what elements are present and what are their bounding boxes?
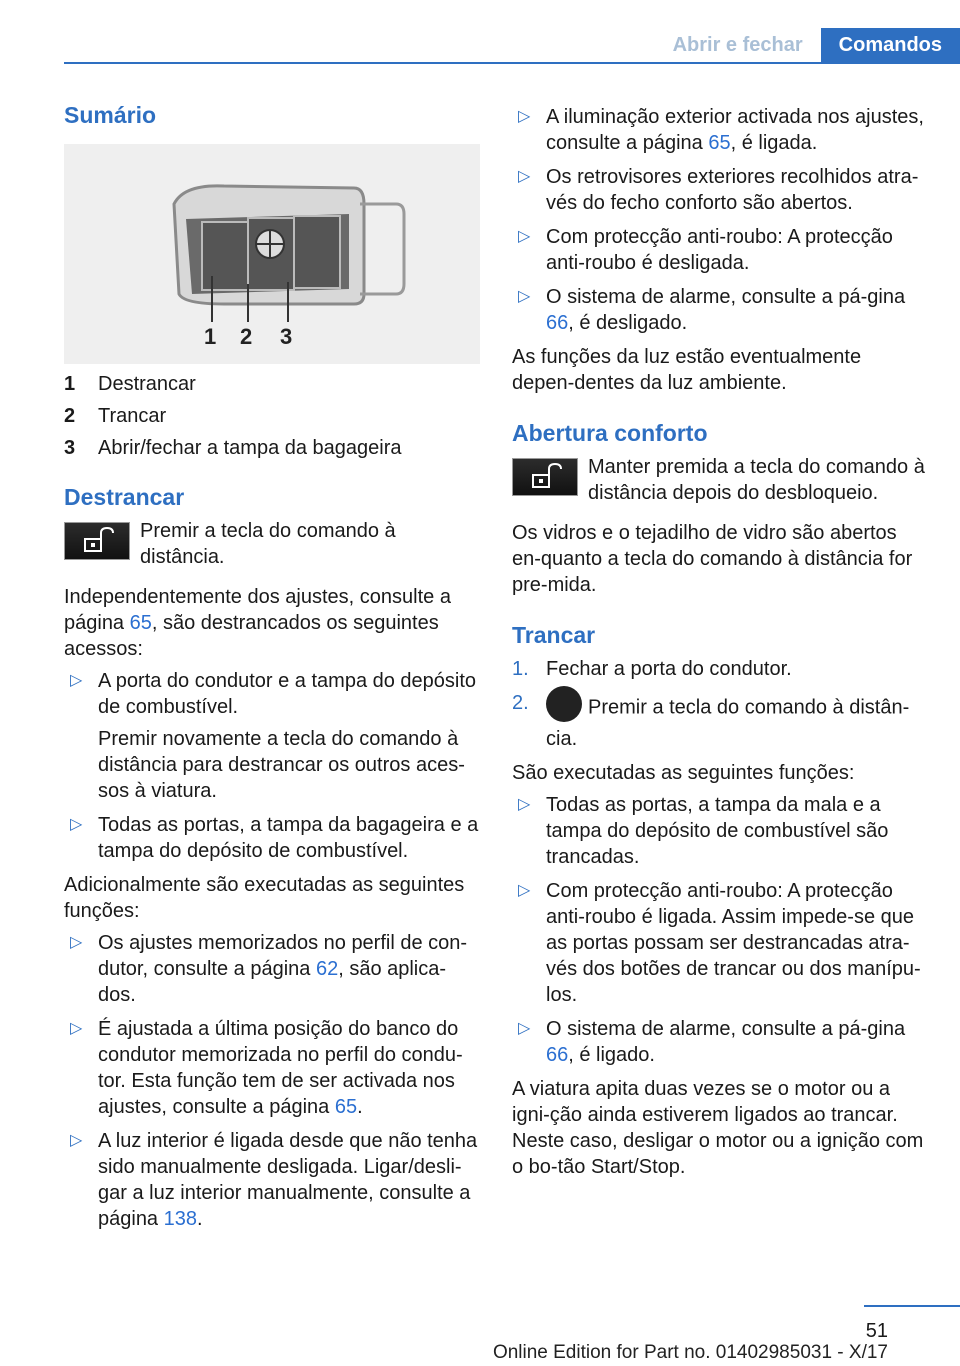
triangle-bullet-icon: ▷ xyxy=(70,816,83,833)
figure-label-1: 1 xyxy=(204,324,217,349)
independentemente-paragraph: Independentemente dos ajustes, consulte a página 65, são destrancados os seguintes acessos: xyxy=(64,586,451,660)
tab-abrir-e-fechar[interactable]: Abrir e fechar xyxy=(655,28,821,62)
list-item: ▷ A luz interior é ligada desde que não tenha sido manualmente desligada. Ligar/desli-gar a luz interior manualmente, consulte a página 138. xyxy=(70,1130,478,1230)
trancar-list xyxy=(512,792,928,1068)
list-item: ▷ É ajustada a última posição do banco do condutor memorizada no perfil do condu-tor. Esta função tem de ser activada nos ajustes, consulte a página 65. xyxy=(70,1018,463,1118)
triangle-bullet-icon: ▷ xyxy=(518,288,531,305)
list-item: ▷ Com protecção anti-roubo: A protecção anti-roubo é desligada. xyxy=(518,226,893,274)
figure-label-3: 3 xyxy=(280,324,293,349)
legend-number: 1 xyxy=(64,373,76,395)
page-link[interactable]: 66 xyxy=(546,312,569,334)
footer-rule xyxy=(864,1305,960,1307)
bmw-logo-icon xyxy=(546,686,582,722)
list-item: ▷ Os ajustes memorizados no perfil de con-dutor, consulte a página 62, são aplica-dos. xyxy=(70,932,468,1006)
destrancar-continued-list xyxy=(512,104,928,336)
header-rule xyxy=(64,62,960,64)
list-item: ▷ A iluminação exterior activada nos ajustes, consulte a página 65, é ligada. xyxy=(518,106,924,154)
trancar-heading: Trancar xyxy=(512,622,596,648)
vidros-paragraph: Os vidros e o tejadilho de vidro são abertos en-quanto a tecla do comando à distância for pre-mida. xyxy=(512,522,913,596)
triangle-bullet-icon: ▷ xyxy=(518,882,531,899)
funcoes-paragraph: As funções da luz estão eventualmente depen-dentes da luz ambiente. xyxy=(512,346,862,394)
destrancar-list xyxy=(64,668,480,864)
page-link[interactable]: 138 xyxy=(163,1208,197,1230)
figure-legend xyxy=(64,368,480,464)
left-column xyxy=(64,100,480,1240)
page-number: 51 xyxy=(865,1320,888,1342)
apita-paragraph: A viatura apita duas vezes se o motor ou a igni-ção ainda estiverem ligados ao trancar. Neste caso, desligar o motor ou a ignição com o bo-tão Start/Stop. xyxy=(512,1078,924,1178)
list-item: ▷ Todas as portas, a tampa da bagageira e a tampa do depósito de combustível. xyxy=(70,814,479,862)
abertura-conforto-heading: Abertura conforto xyxy=(512,420,708,446)
header-tabs xyxy=(655,28,960,62)
triangle-bullet-icon: ▷ xyxy=(518,796,531,813)
page-link[interactable]: 65 xyxy=(129,612,152,634)
sumario-heading: Sumário xyxy=(64,102,157,128)
page-link[interactable]: 65 xyxy=(708,132,731,154)
destrancar-heading: Destrancar xyxy=(64,484,185,510)
list-item: ▷ Os retrovisores exteriores recolhidos atra-vés do fecho conforto são abertos. xyxy=(518,166,919,214)
triangle-bullet-icon: ▷ xyxy=(70,1020,83,1037)
key-fob-illustration xyxy=(64,144,480,364)
page-link[interactable]: 66 xyxy=(546,1044,569,1066)
list-item: 2. Premir a tecla do comando à distân-cia. xyxy=(512,690,928,752)
page-link[interactable]: 65 xyxy=(334,1096,358,1118)
destrancar-icon-text: Premir a tecla do comando à distância. xyxy=(140,520,396,568)
legend-number: 2 xyxy=(64,405,76,427)
legend-number: 3 xyxy=(64,437,76,459)
tab-comandos[interactable]: Comandos xyxy=(821,28,960,62)
list-item: ▷ Com protecção anti-roubo: A protecção anti-roubo é ligada. Assim impede-se que as portas possam ser destrancadas atra-vés dos botões de trancar ou dos manípu-los. xyxy=(518,880,921,1006)
step-number: 2. xyxy=(512,692,529,714)
legend-text: Abrir/fechar a tampa da bagageira xyxy=(98,437,402,459)
conforto-icon-text: Manter premida a tecla do comando à distância depois do desbloqueio. xyxy=(588,456,925,504)
adicional-list xyxy=(64,930,480,1232)
key-fob-figure xyxy=(64,144,480,364)
conforto-icon-row xyxy=(512,454,928,506)
edition-footer: Online Edition for Part no. 01402985031 - X/17 xyxy=(492,1342,888,1363)
triangle-bullet-icon: ▷ xyxy=(518,168,531,185)
unlock-button-icon xyxy=(512,458,578,496)
list-item: 1. Fechar a porta do condutor. xyxy=(512,658,792,680)
trancar-steps xyxy=(512,656,928,752)
legend-text: Destrancar xyxy=(98,373,196,395)
triangle-bullet-icon: ▷ xyxy=(70,1132,83,1149)
legend-text: Trancar xyxy=(98,405,167,427)
list-item: ▷ O sistema de alarme, consulte a pá-gina 66, é ligado. xyxy=(518,1018,906,1066)
executadas-paragraph: São executadas as seguintes funções: xyxy=(512,762,855,784)
page-link[interactable]: 62 xyxy=(315,958,339,980)
figure-label-2: 2 xyxy=(240,324,253,349)
list-item: ▷ O sistema de alarme, consulte a pá-gina 66, é desligado. xyxy=(518,286,906,334)
triangle-bullet-icon: ▷ xyxy=(518,1020,531,1037)
legend-item xyxy=(64,432,480,464)
adicionalmente-paragraph: Adicionalmente são executadas as seguintes funções: xyxy=(64,874,465,922)
legend-item xyxy=(64,400,480,432)
list-item: ▷ A porta do condutor e a tampa do depósito de combustível. Premir novamente a tecla do comando à distância para destrancar os outros aces-sos à viatura. xyxy=(70,670,477,802)
triangle-bullet-icon: ▷ xyxy=(70,672,83,689)
destrancar-icon-row xyxy=(64,518,480,570)
triangle-bullet-icon: ▷ xyxy=(518,108,531,125)
list-item: ▷ Todas as portas, a tampa da mala e a tampa do depósito de combustível são trancadas. xyxy=(518,794,889,868)
unlock-button-icon xyxy=(64,522,130,560)
triangle-bullet-icon: ▷ xyxy=(518,228,531,245)
legend-item xyxy=(64,368,480,400)
triangle-bullet-icon: ▷ xyxy=(70,934,83,951)
right-column xyxy=(512,104,928,1180)
step-number: 1. xyxy=(512,658,529,680)
